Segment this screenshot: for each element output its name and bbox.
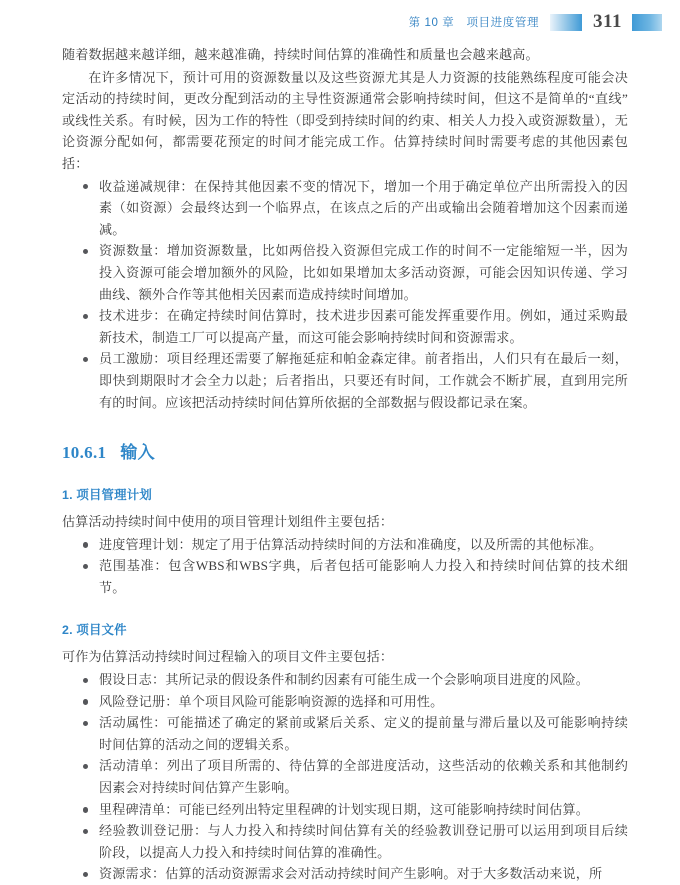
paragraph-subsection-1-intro: 估算活动持续时间中使用的项目管理计划组件主要包括： (62, 514, 394, 530)
list-item: 活动属性：可能描述了确定的紧前或紧后关系、定义的提前量与滞后量以及可能影响持续时间估算的活动之间的逻辑关系。 (62, 712, 628, 755)
list-item: 资源需求：估算的活动资源需求会对活动持续时间产生影响。对于大多数活动来说，所 (62, 863, 628, 885)
subheading-project-documents: 2. 项目文件 (62, 623, 127, 638)
list-item: 技术进步：在确定持续时间估算时，技术进步因素可能发挥重要作用。例如，通过采购最新技术，制造工厂可以提高产量，而这可能会影响持续时间和资源需求。 (62, 305, 628, 348)
spacer (62, 638, 628, 646)
section-heading (62, 438, 628, 463)
header-gradient-bar-right (632, 14, 662, 31)
section-title: 输入 (120, 443, 155, 463)
header-gradient-bar-left (550, 14, 582, 31)
paragraph-intro-continuation: 随着数据越来越详细，越来越准确，持续时间估算的准确性和质量也会越来越高。 (62, 47, 539, 62)
subsection-2-bullet-list (62, 669, 628, 885)
list-item: 资源数量：增加资源数量，比如两倍投入资源但完成工作的时间不一定能缩短一半，因为投入资源可能会增加额外的风险，比如如果增加太多活动资源，可能会因知识传递、学习曲线、额外合作等其他相关因素而造成持续时间增加。 (62, 240, 628, 305)
list-item: 里程碑清单：可能已经列出特定里程碑的计划实现日期，这可能影响持续时间估算。 (62, 799, 628, 821)
paragraph-subsection-2-intro: 可作为估算活动持续时间过程输入的项目文件主要包括： (62, 649, 394, 665)
paragraph-resource-factors: 在许多情况下，预计可用的资源数量以及这些资源尤其是人力资源的技能熟练程度可能会决定活动的持续时间，更改分配到活动的主导性资源通常会影响持续时间，但这不是简单的“直线”或线性关系。有时候，因为工作的特性（即受到持续时间的约束、相关人力投入或资源数量），无论资源分配如何，都需要花预定的时间才能完成工作。估算持续时间时需要考虑的其他因素包括： (62, 69, 628, 171)
list-item: 风险登记册：单个项目风险可能影响资源的选择和可用性。 (62, 691, 628, 713)
factor-bullet-list (62, 176, 628, 414)
subsection-1-bullet-list (62, 534, 628, 599)
section-number: 10.6.1 (62, 443, 107, 463)
list-item: 活动清单：列出了项目所需的、待估算的全部进度活动，这些活动的依赖关系和其他制约因素会对持续时间估算产生影响。 (62, 755, 628, 798)
spacer (62, 503, 628, 511)
list-item: 进度管理计划：规定了用于估算活动持续时间的方法和准确度，以及所需的其他标准。 (62, 534, 628, 556)
list-item: 范围基准：包含WBS和WBS字典，后者包括可能影响人力投入和持续时间估算的技术细节。 (62, 555, 628, 598)
page-content (62, 44, 628, 885)
list-item: 假设日志：其所记录的假设条件和制约因素有可能生成一个会影响项目进度的风险。 (62, 669, 628, 691)
list-item: 员工激励：项目经理还需要了解拖延症和帕金森定律。前者指出，人们只有在最后一刻，即快到期限时才会全力以赴；后者指出，只要还有时间，工作就会不断扩展，直到用完所有的时间。应该把活动持续时间估算所依据的全部数据与假设都记录在案。 (62, 348, 628, 413)
list-item: 收益递减规律：在保持其他因素不变的情况下，增加一个用于确定单位产出所需投入的因素（如资源）会最终达到一个临界点，在该点之后的产出或输出会随着增加这个因素而递减。 (62, 176, 628, 241)
subheading-project-management-plan: 1. 项目管理计划 (62, 488, 152, 503)
list-item: 经验教训登记册：与人力投入和持续时间估算有关的经验教训登记册可以运用到项目后续阶段，以提高人力投入和持续时间估算的准确性。 (62, 820, 628, 863)
page-header (0, 0, 680, 44)
header-chapter-title: 第 10 章 项目进度管理 (408, 17, 540, 29)
page-number: 311 (593, 11, 622, 32)
